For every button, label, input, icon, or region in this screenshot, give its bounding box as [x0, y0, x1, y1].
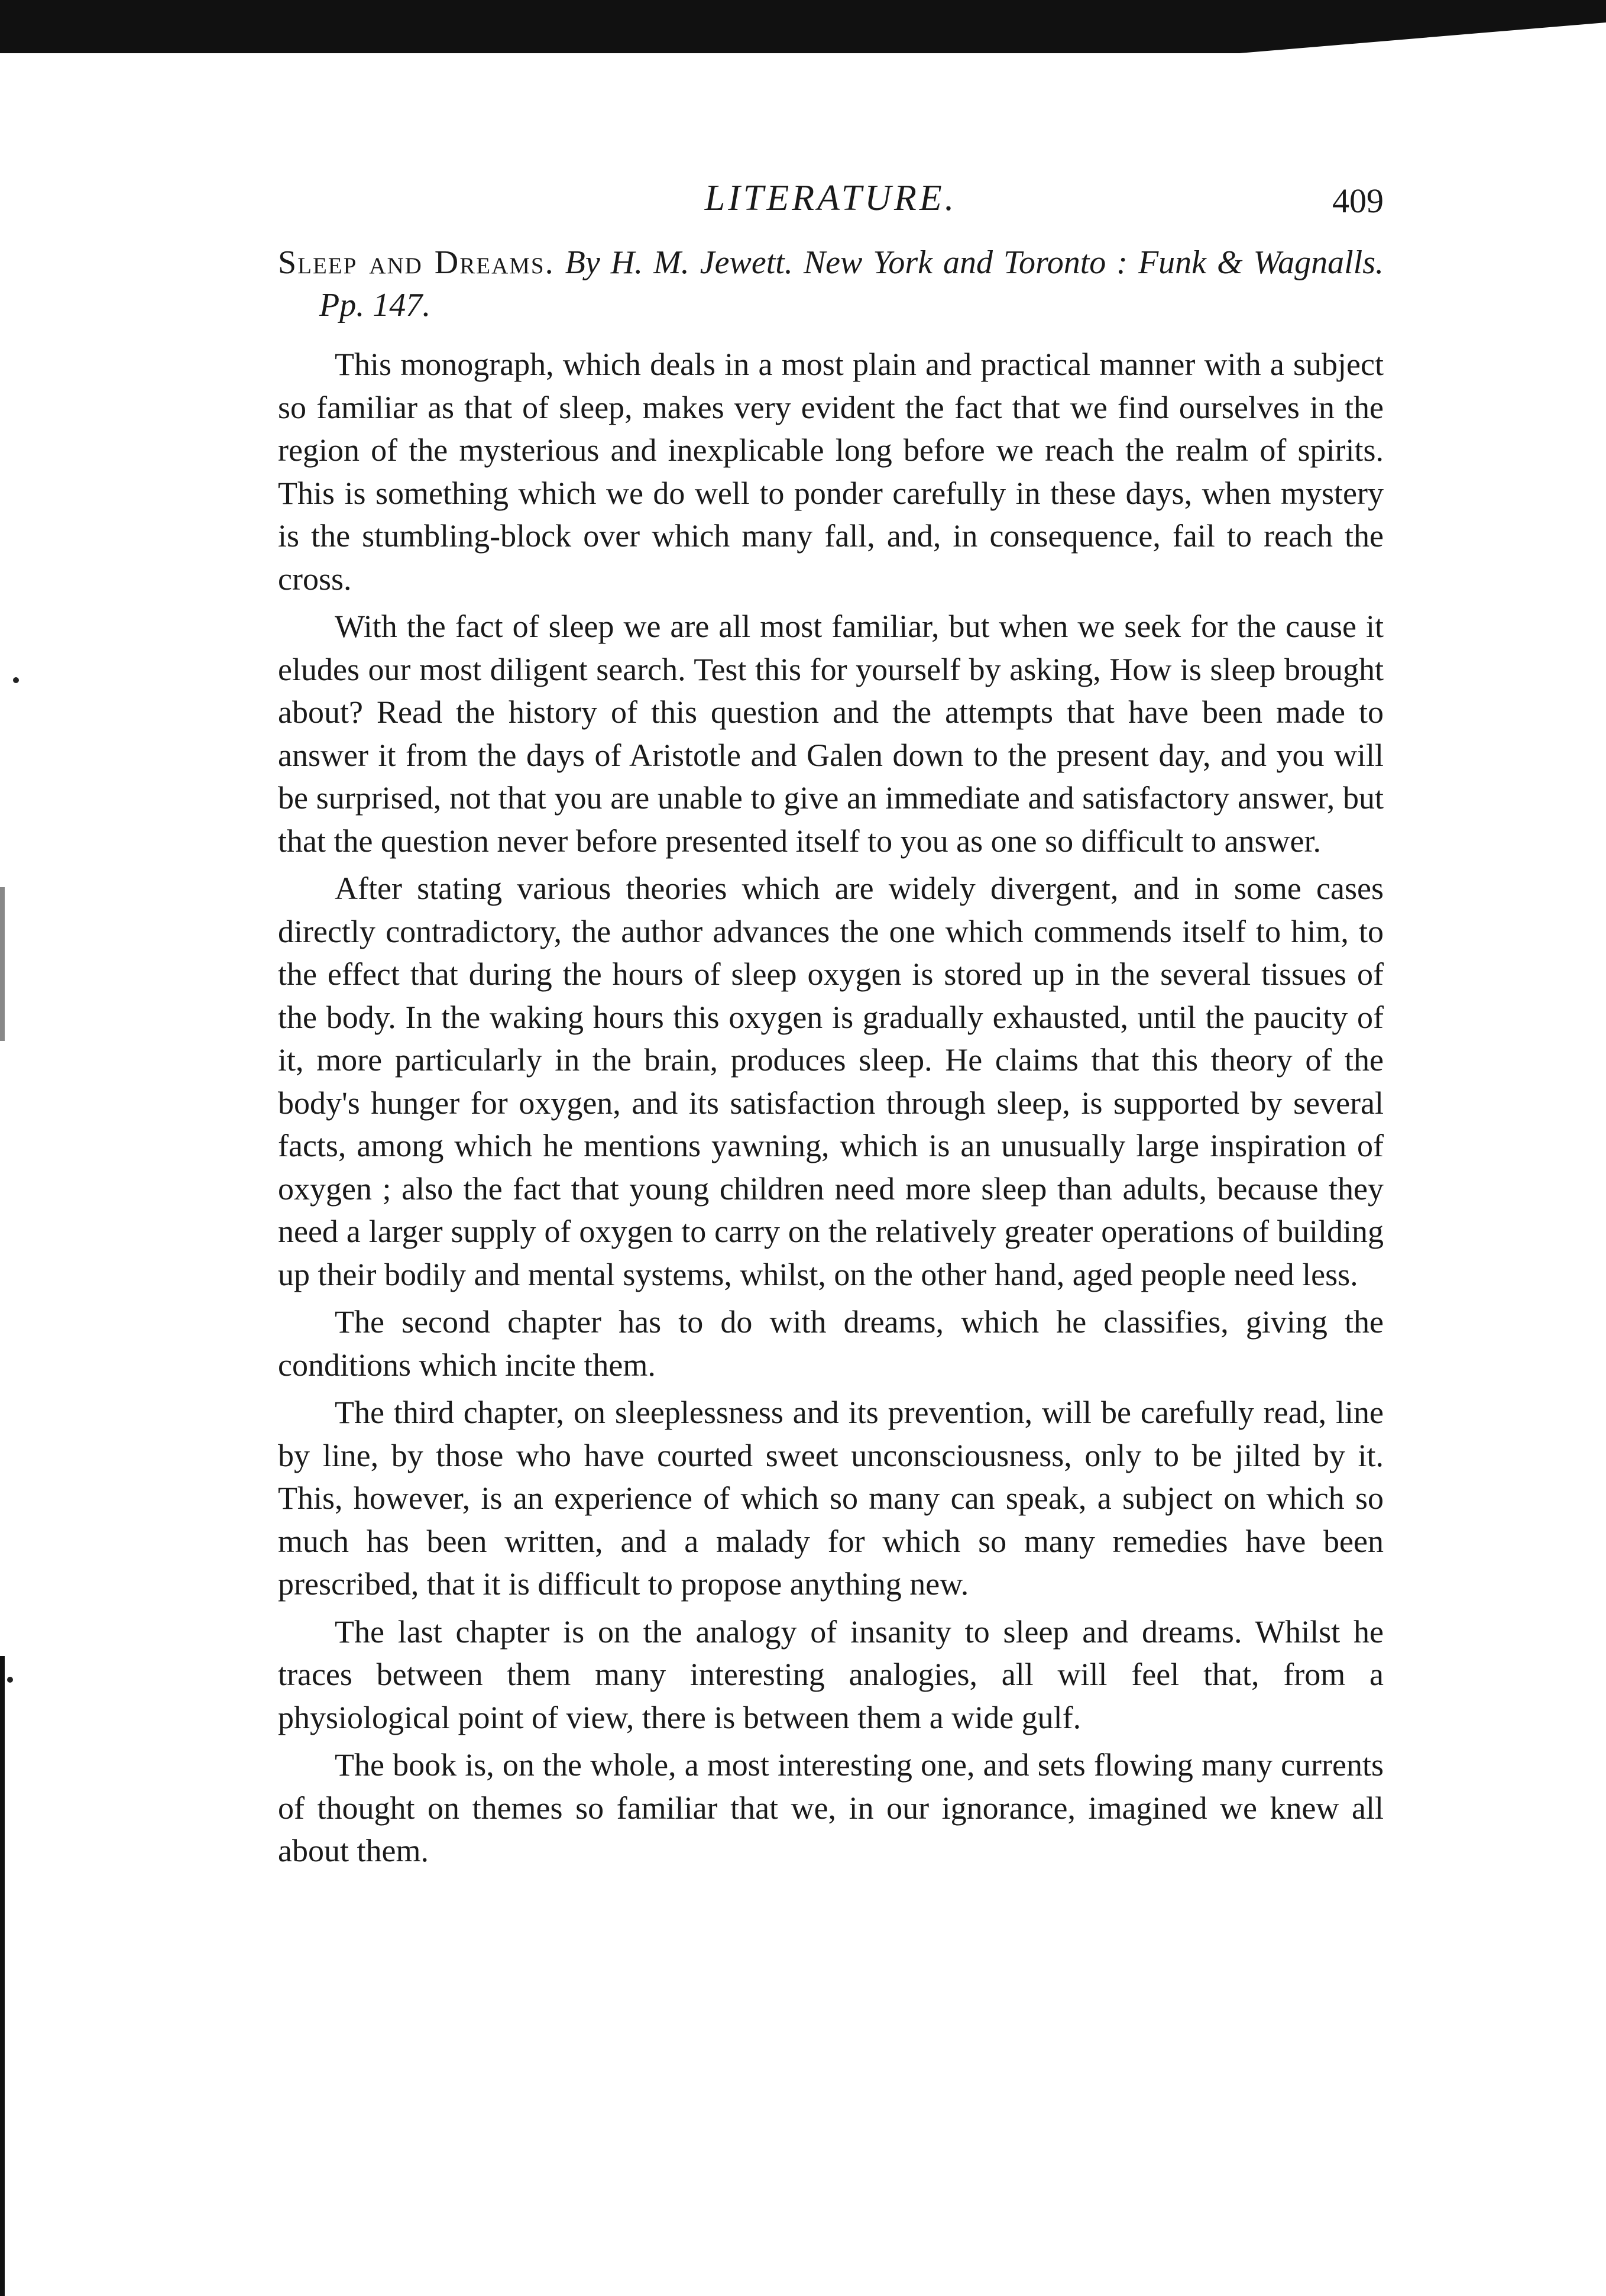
book-title: Sleep and Dreams.	[278, 244, 555, 281]
scan-left-edge-lower	[0, 1656, 5, 2296]
book-page	[278, 177, 1384, 1877]
review-paragraph: The third chapter, on sleeplessness and its prevention, will be carefully read, line by line, by those who have courted sweet unconsciousness, only to be jilted by it. This, however, is an experience of which so many can speak, a subject on which so much has been written, and a malady for which so many remedies have been prescribed, that it is difficult to propose anything new.	[278, 1395, 1384, 1602]
review-body	[278, 343, 1384, 1873]
scan-top-border	[0, 0, 1606, 53]
book-review-header	[278, 241, 1384, 326]
review-paragraph: With the fact of sleep we are all most familiar, but when we seek for the cause it eludes our most diligent search. Test this for yourself by asking, How is sleep brought about? Read the history of this question and the attempts that have been made to answer it from the days of Aristotle and Galen down to the present day, and you will be surprised, not that you are unable to give an immediate and satisfactory answer, but that the question never before presented itself to you as one so difficult to answer.	[278, 609, 1384, 859]
review-paragraph: After stating various theories which are widely divergent, and in some cases directly contradictory, the author advances the one which commends itself to him, to the effect that during the hours of sleep oxygen is stored up in the several tissues of the body. In the waking hours this oxygen is gradually exhausted, until the paucity of it, more particularly in the brain, produces sleep. He claims that this theory of the body's hunger for oxygen, and its satisfaction through sleep, is supported by several facts, among which he mentions yawning, which is an unusually large inspiration of oxygen ; also the fact that young children need more sleep than adults, because they need a larger supply of oxygen to carry on the relatively greater operations of building up their bodily and mental systems, whilst, on the other hand, aged people need less.	[278, 871, 1384, 1292]
scan-speck	[13, 677, 19, 683]
book-publication-details: By H. M. Jewett. New York and Toronto : Funk & Wagnalls. Pp. 147.	[319, 244, 1384, 324]
scan-top-border-taper	[1239, 22, 1606, 53]
review-paragraph: This monograph, which deals in a most plain and practical manner with a subject so familiar as that of sleep, makes very evident the fact that we find ourselves in the region of the mysterious and inexplicable long before we reach the realm of spirits. This is something which we do well to ponder carefully in these days, when mystery is the stumbling-block over which many fall, and, in consequence, fail to reach the cross.	[278, 347, 1384, 597]
scan-left-edge-upper	[0, 887, 5, 1041]
page-number: 409	[1332, 182, 1384, 220]
running-title: LITERATURE.	[704, 178, 957, 218]
review-paragraph: The last chapter is on the analogy of insanity to sleep and dreams. Whilst he traces between them many interesting analogies, all will feel that, from a physiological point of view, there is between them a wide gulf.	[278, 1613, 1384, 1735]
review-paragraph: The book is, on the whole, a most interesting one, and sets flowing many currents of thought on themes so familiar that we, in our ignorance, imagined we knew all about them.	[278, 1747, 1384, 1868]
review-paragraph: The second chapter has to do with dreams, which he classifies, giving the conditions which incite them.	[278, 1304, 1384, 1383]
scan-speck	[7, 1677, 13, 1683]
running-head	[278, 177, 1384, 231]
